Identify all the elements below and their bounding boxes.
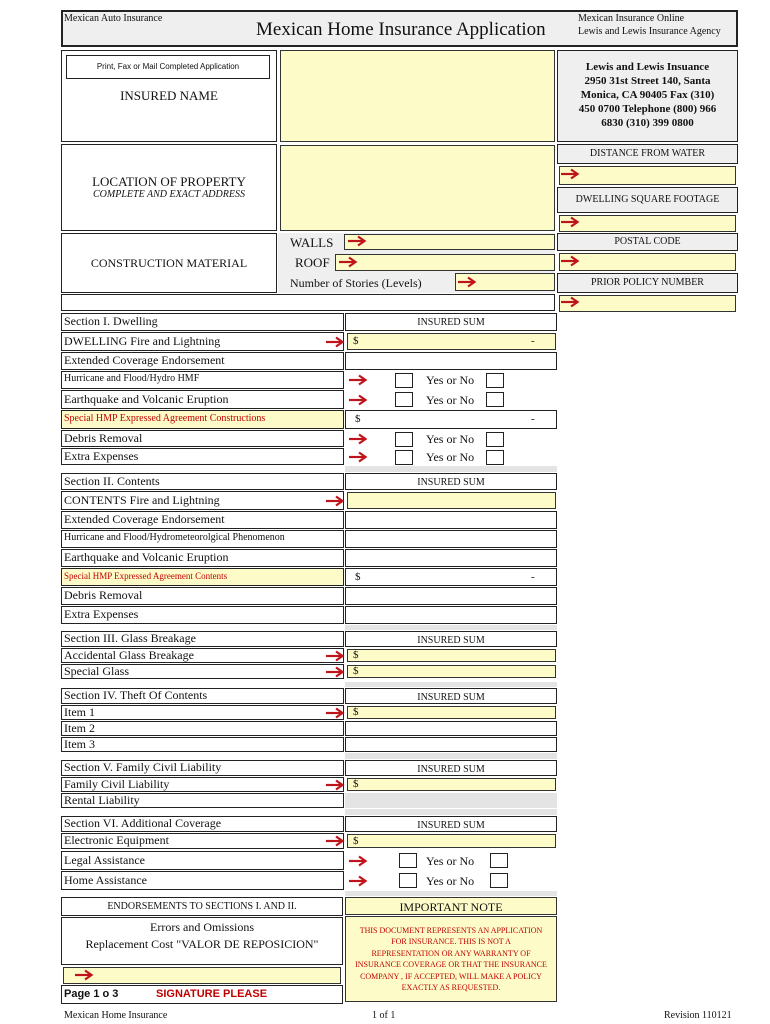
insured-sum-input[interactable]: [347, 333, 556, 350]
coverage-label: Extended Coverage Endorsement: [64, 353, 225, 367]
insured-sum-input[interactable]: [345, 721, 557, 736]
postal-label: POSTAL CODE: [614, 236, 681, 247]
spacer-row: [61, 294, 555, 311]
insured-sum-input[interactable]: [345, 511, 557, 529]
yes-no-label: Yes or No: [426, 393, 475, 407]
header-left: Mexican Auto Insurance: [64, 13, 163, 24]
insured-sum-label: INSURED SUM: [417, 820, 485, 831]
insured-sum-input[interactable]: [345, 530, 557, 548]
agency-line-5: 6830 (310) 399 0800: [601, 117, 694, 129]
section-divider: [345, 809, 557, 815]
arrow-icon: [325, 336, 345, 348]
dash: -: [531, 571, 535, 583]
note-title: IMPORTANT NOTE: [399, 900, 503, 914]
arrow-icon: [74, 969, 94, 981]
agency-line-3: Monica, CA 90405 Fax (310): [580, 89, 715, 101]
endorse-input[interactable]: [63, 967, 341, 984]
section-title: Section V. Family Civil Liability: [64, 760, 222, 774]
coverage-label: Electronic Equipment: [64, 833, 169, 847]
arrow-icon: [560, 216, 580, 228]
note-line-1: THIS DOCUMENT REPRESENTS AN APPLICATION: [359, 926, 543, 935]
insured-sum-input[interactable]: [345, 568, 557, 586]
prior-input[interactable]: [559, 295, 736, 312]
arrow-icon: [348, 875, 368, 887]
coverage-label: Legal Assistance: [64, 853, 145, 867]
arrow-icon: [338, 256, 358, 268]
roof-input[interactable]: [335, 254, 555, 271]
arrow-icon: [325, 666, 345, 678]
agency-line-2: 2950 31st Street 140, Santa: [584, 75, 711, 87]
location-input[interactable]: [280, 145, 555, 231]
yes-no-label: Yes or No: [426, 450, 475, 464]
yes-checkbox[interactable]: [399, 873, 417, 888]
distance-input[interactable]: [559, 166, 736, 185]
insured-sum-input[interactable]: [347, 649, 556, 662]
insured-sum-input[interactable]: [345, 587, 557, 605]
coverage-row: [61, 721, 344, 736]
arrow-icon: [348, 394, 368, 406]
coverage-label: Family Civil Liability: [64, 777, 170, 791]
page-number: Page 1 o 3: [64, 988, 119, 1000]
roof-label: ROOF: [295, 255, 330, 270]
section-divider: [345, 682, 557, 687]
insured-sum-input[interactable]: [345, 606, 557, 624]
agency-line-1: Lewis and Lewis Insuance: [585, 61, 710, 73]
header-right-1: Mexican Insurance Online: [578, 13, 685, 24]
yes-no-label: Yes or No: [426, 373, 475, 387]
coverage-label: Item 1: [64, 705, 95, 719]
construction-label: CONSTRUCTION MATERIAL: [90, 256, 248, 270]
arrow-icon: [348, 451, 368, 463]
dollar-sign: $: [355, 571, 361, 583]
insured-sum-label: INSURED SUM: [417, 764, 485, 775]
yes-no-label: Yes or No: [426, 854, 475, 868]
arrow-icon: [325, 650, 345, 662]
insured-sum-input[interactable]: [347, 706, 556, 719]
coverage-label: Extra Expenses: [64, 449, 139, 463]
no-checkbox[interactable]: [486, 373, 504, 388]
postal-input[interactable]: [559, 253, 736, 271]
insured-sum-input[interactable]: [347, 665, 556, 678]
insured-sum-input[interactable]: [347, 492, 556, 509]
coverage-label: Home Assistance: [64, 873, 147, 887]
arrow-icon: [560, 168, 580, 180]
arrow-icon: [347, 235, 367, 247]
insured-sum-input[interactable]: [345, 352, 557, 370]
section-divider: [345, 466, 557, 472]
yes-checkbox[interactable]: [399, 853, 417, 868]
note-line-2: FOR INSURANCE. THIS IS NOT A: [391, 937, 511, 946]
section-divider: [345, 625, 557, 630]
stories-label: Number of Stories (Levels): [290, 276, 422, 290]
coverage-label: Hurricane and Flood/Hydro HMF: [64, 373, 200, 384]
coverage-label: DWELLING Fire and Lightning: [64, 334, 221, 348]
section-divider: [345, 753, 557, 759]
insured-sum-label: INSURED SUM: [417, 477, 485, 488]
walls-label: WALLS: [290, 235, 334, 250]
footer-center: 1 of 1: [372, 1010, 396, 1021]
coverage-label: Special HMP Expressed Agreement Constructions: [64, 413, 266, 424]
note-line-4: INSURANCE COVERAGE OR THAT THE INSURANCE: [355, 960, 547, 969]
yes-checkbox[interactable]: [395, 450, 413, 465]
sqft-label: DWELLING SQUARE FOOTAGE: [575, 194, 720, 205]
coverage-label: Special Glass: [64, 664, 129, 678]
arrow-icon: [325, 779, 345, 791]
section-title: Section VI. Additional Coverage: [64, 816, 222, 830]
insured-sum-input[interactable]: [345, 410, 557, 429]
coverage-label: Earthquake and Volcanic Eruption: [64, 392, 229, 406]
insured-sum-label: INSURED SUM: [417, 635, 485, 646]
section-divider: [345, 891, 557, 896]
arrow-icon: [348, 855, 368, 867]
coverage-label: Earthquake and Volcanic Eruption: [64, 550, 229, 564]
arrow-icon: [325, 835, 345, 847]
insured-sum-input[interactable]: [345, 549, 557, 567]
insured-sum-input[interactable]: [347, 834, 556, 848]
no-checkbox[interactable]: [486, 432, 504, 447]
arrow-icon: [348, 374, 368, 386]
coverage-label: Item 2: [64, 721, 95, 735]
insured-sum-label: INSURED SUM: [417, 692, 485, 703]
arrow-icon: [348, 433, 368, 445]
yes-no-label: Yes or No: [426, 432, 475, 446]
dash: -: [531, 413, 535, 425]
location-sublabel: COMPLETE AND EXACT ADDRESS: [93, 189, 245, 200]
arrow-icon: [560, 255, 580, 267]
no-checkbox[interactable]: [486, 450, 504, 465]
yes-checkbox[interactable]: [395, 432, 413, 447]
no-checkbox[interactable]: [486, 392, 504, 407]
header-right-2: Lewis and Lewis Insurance Agency: [578, 26, 721, 37]
arrow-icon: [325, 707, 345, 719]
section-title: Section I. Dwelling: [64, 314, 158, 328]
dollar-sign: $: [353, 335, 359, 347]
arrow-icon: [560, 296, 580, 308]
signature-label: SIGNATURE PLEASE: [156, 988, 268, 1000]
dollar-sign: $: [353, 706, 359, 718]
yes-checkbox[interactable]: [395, 392, 413, 407]
dash: -: [531, 335, 535, 347]
section-title: Section III. Glass Breakage: [64, 631, 196, 645]
coverage-label: Debris Removal: [64, 431, 143, 445]
insured-sum-input[interactable]: [347, 778, 556, 791]
errors-omissions: Errors and Omissions: [150, 920, 254, 934]
coverage-label: Item 3: [64, 737, 95, 751]
agency-line-4: 450 0700 Telephone (800) 966: [578, 103, 717, 115]
endorse-title: ENDORSEMENTS TO SECTIONS I. AND II.: [107, 901, 297, 912]
dollar-sign: $: [353, 778, 359, 790]
replacement-cost: Replacement Cost "VALOR DE REPOSICION": [85, 937, 319, 951]
coverage-row: [61, 705, 344, 720]
coverage-row: [61, 737, 344, 752]
dollar-sign: $: [353, 835, 359, 847]
location-label: LOCATION OF PROPERTY: [92, 174, 246, 189]
footer-left: Mexican Home Insurance: [64, 1010, 168, 1021]
note-line-5: COMPANY , IF ACCEPTED, WILL MAKE A POLICY: [360, 972, 542, 981]
insured-sum-label: INSURED SUM: [417, 317, 485, 328]
coverage-label: Rental Liability: [64, 793, 140, 807]
dollar-sign: $: [355, 413, 361, 425]
arrow-icon: [457, 276, 477, 288]
note-line-3: REPRESENTATION OR ANY WARRANTY OF: [371, 949, 531, 958]
coverage-label: CONTENTS Fire and Lightning: [64, 493, 220, 507]
print-note: Print, Fax or Mail Completed Application: [96, 62, 240, 71]
coverage-label: Debris Removal: [64, 588, 143, 602]
form-title: Mexican Home Insurance Application: [256, 19, 546, 40]
prior-label: PRIOR POLICY NUMBER: [591, 277, 704, 288]
coverage-label: Hurricane and Flood/Hydrometeorolgical Phenomenon: [64, 532, 285, 543]
section-title: Section II. Contents: [64, 474, 160, 488]
distance-label: DISTANCE FROM WATER: [589, 148, 706, 159]
coverage-label: Extended Coverage Endorsement: [64, 512, 225, 526]
coverage-label: Extra Expenses: [64, 607, 139, 621]
insured-sum-input[interactable]: [345, 737, 557, 752]
footer-right: Revision 110121: [664, 1010, 732, 1021]
insured-sum-disabled: [345, 793, 557, 808]
sqft-input[interactable]: [559, 215, 736, 232]
coverage-label: Accidental Glass Breakage: [64, 648, 194, 662]
section-title: Section IV. Theft Of Contents: [64, 688, 208, 702]
no-checkbox[interactable]: [490, 853, 508, 868]
coverage-label: Special HMP Expressed Agreement Contents: [64, 571, 228, 581]
dollar-sign: $: [353, 665, 359, 677]
walls-input[interactable]: [344, 234, 555, 250]
arrow-icon: [325, 495, 345, 507]
dollar-sign: $: [353, 649, 359, 661]
yes-no-label: Yes or No: [426, 874, 475, 888]
note-line-6: EXACTLY AS REQUESTED.: [401, 983, 501, 992]
insured-name-input[interactable]: [280, 50, 555, 142]
no-checkbox[interactable]: [490, 873, 508, 888]
yes-checkbox[interactable]: [395, 373, 413, 388]
insured-name-label: INSURED NAME: [120, 88, 218, 103]
